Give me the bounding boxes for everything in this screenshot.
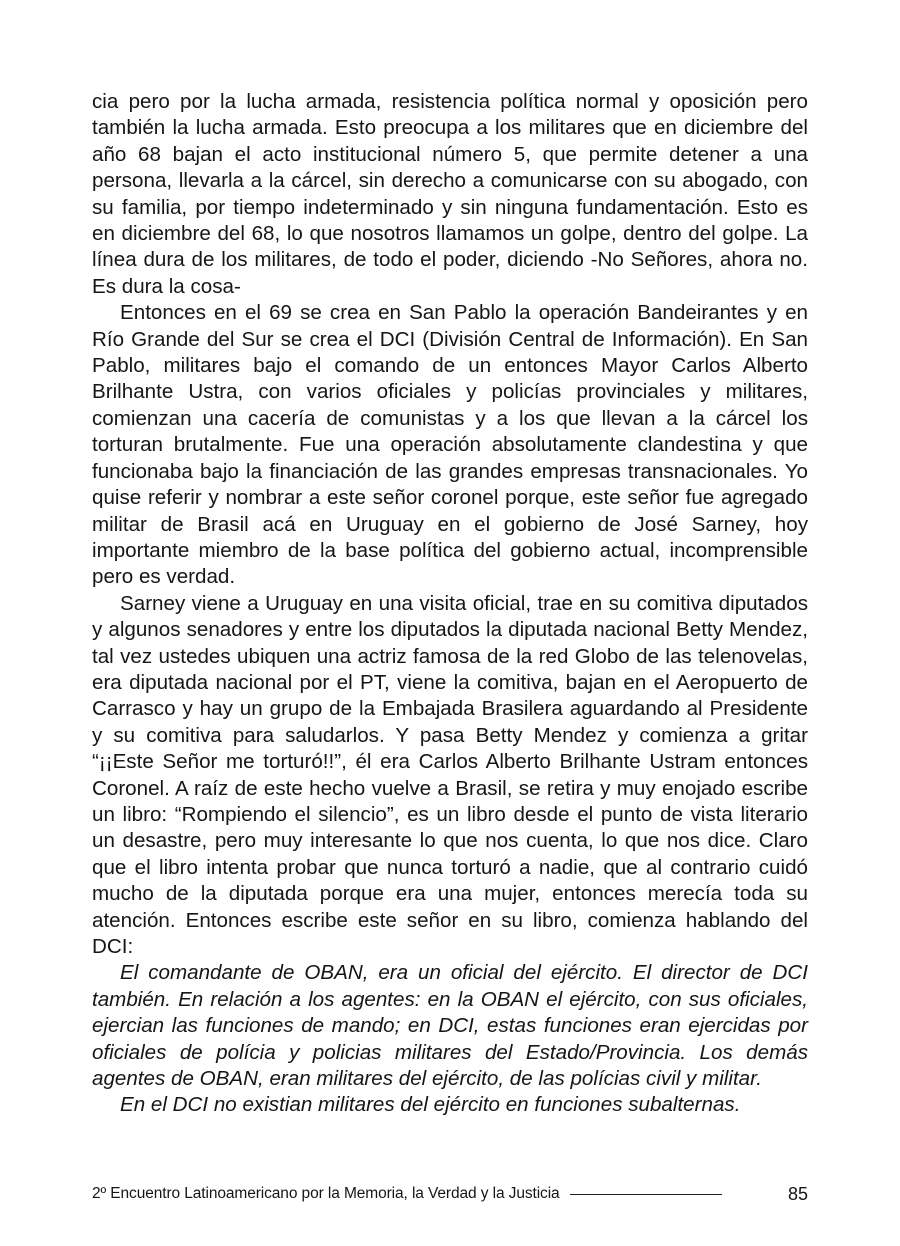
page-number: 85 [787,1183,808,1204]
paragraph-1: cia pero por la lucha armada, resistencia política normal y oposición pero también la lucha armada. Esto preocupa a los militares que en diciembre del año 68 bajan el acto institucional número 5, que permite detener a una persona, llevarla a la cárcel, sin derecho a comunicarse con su abogado, con su familia, por tiempo indeterminado y sin ninguna fundamentación. Esto es en diciembre del 68, lo que nosotros llamamos un golpe, dentro del golpe. La línea dura de los militares, de todo el poder, diciendo -No Señores, ahora no. Es dura la cosa- [92,90,808,298]
paragraph-3: Sarney viene a Uruguay en una visita oficial, trae en su comitiva diputados y algunos senadores y entre los diputados la diputada nacional Betty Mendez, tal vez ustedes ubiquen una actriz famosa de la red Globo de las telenovelas, era diputada nacional por el PT, viene la comitiva, bajan en el Aeropuerto de Carrasco y hay un grupo de la Embajada Brasilera aguardando al Presidente y su comitiva para saludarlos. Y pasa Betty Mendez y comienza a gritar “¡¡Este Señor me torturó!!”, él era Carlos Alberto Brilhante Ustram entonces Coronel. A raíz de este hecho vuelve a Brasil, se retira y muy enojado escribe un libro: “Rompiendo el silencio”, es un libro desde el punto de vista literario un desastre, pero muy interesante lo que nos cuenta, lo que nos dice. Claro que el libro intenta probar que nunca torturó a nadie, que al contrario cuidó mucho de la diputada porque era una mujer, entonces merecía toda su atención. Entonces escribe este señor en su libro, comienza hablando del DCI: [92,591,808,958]
footer-rule [570,1194,722,1195]
page-body [92,89,808,1119]
block-quote-1: El comandante de OBAN, era un oficial del ejército. El director de DCI también. En relación a los agentes: en la OBAN el ejército, con sus oficiales, ejercian las funciones de mando; en DCI, estas funciones eran ejercidas por oficiales de polícia y policias militares del Estado/Provincia. Los demás agentes de OBAN, eran militares del ejército, de las polícias civil y militar. [92,961,808,1091]
page-footer [92,1181,808,1207]
paragraph-2: Entonces en el 69 se crea en San Pablo la operación Bandeirantes y en Río Grande del Sur se crea el DCI (División Central de Información). En San Pablo, militares bajo el comando de un entonces Mayor Carlos Alberto Brilhante Ustra, con varios oficiales y policías provinciales y militares, comienzan una cacería de comunistas y a los que llevan a la cárcel los torturan brutalmente. Fue una operación absolutamente clandestina y que funcionaba bajo la financiación de las grandes empresas transnacionales. Yo quise referir y nombrar a este señor coronel porque, este señor fue agregado militar de Brasil acá en Uruguay en el gobierno de José Sarney, hoy importante miembro de la base política del gobierno actual, incomprensible pero es verdad. [92,301,808,589]
block-quote-2: En el DCI no existian militares del ejército en funciones subalternas. [120,1093,741,1117]
footer-title: 2º Encuentro Latinoamericano por la Memoria, la Verdad y la Justicia [92,1185,560,1202]
